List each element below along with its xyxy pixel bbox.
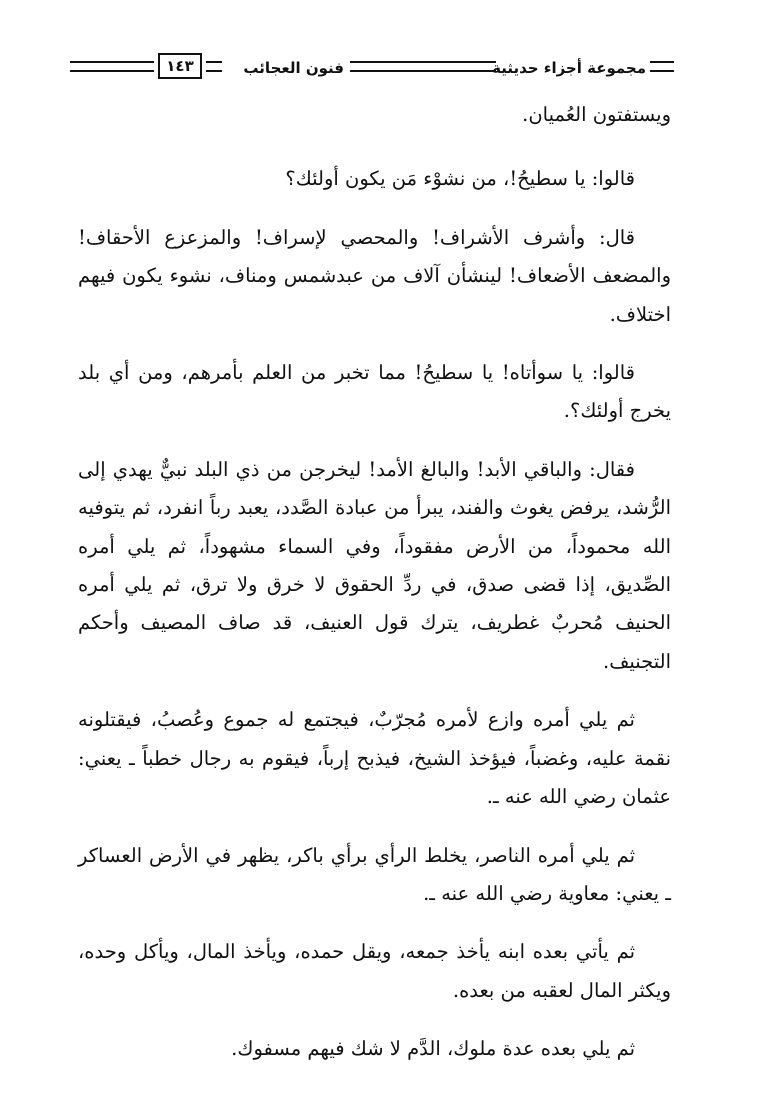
paragraph: قال: وأشرف الأشراف! والمحصي لإسراف! والمزعزع الأحقاف! والمضعف الأضعاف! لينشأن آلاف من عبدشمس ومناف، نشوء يكون فيهم اختلاف. (78, 225, 671, 326)
paragraph: ثم يلي أمره وازع لأمره مُجرّبٌ، فيجتمع له جموع وعُصبُ، فيقتلونه نقمة عليه، وغضباً، فيؤخذ الشيخ، فيذبح إرباً، فيقوم به رجال خطباً ـ يعني: عثمان رضي الله عنه ـ. (78, 708, 671, 809)
paragraph: فقال: والباقي الأبد! والبالغ الأمد! ليخرجن من ذي البلد نبيٌّ يهدي إلى الرُّشد، يرفض يغوث والفند، يبرأ من عبادة الصَّدد، يعبد رباً انفرد، ثم يتوفيه الله محموداً، من الأرض مفقوداً، وفي السماء مشهوداً، ثم يلي أمره الصِّديق، إذا قضى صدق، في ردِّ الحقوق لا خرق ولا ترق، ثم يلي أمره الحنيف مُحربٌ غطريف، يترك قول العنيف، قد صاف المصيف وأحكم التجنيف. (78, 457, 671, 673)
paragraph: ثم يأتي بعده ابنه يأخذ جمعه، ويقل حمده، ويأخذ المال، ويأكل وحده، ويكثر المال لعقبه من بعده. (78, 940, 671, 1002)
header-rule (70, 61, 154, 72)
chapter-title: فنون العجائب (243, 59, 344, 77)
page-body (78, 96, 671, 1069)
header-rule (206, 61, 222, 72)
paragraph: ثم يلي بعده عدة ملوك، الدَّم لا شك فيهم مسفوك. (231, 1037, 635, 1061)
page-number: ١٤٣ (158, 53, 202, 79)
header-rule (350, 61, 496, 72)
paragraph: قالوا: يا سطيحُ!، من نشوْء مَن يكون أولئك؟ (285, 167, 635, 191)
header-rule (650, 61, 674, 72)
collection-title: مجموعة أجزاء حديثية (492, 59, 646, 77)
paragraph: ثم يلي أمره الناصر، يخلط الرأي برأي باكر، يظهر في الأرض العساكر ـ يعني: معاوية رضي الله عنه ـ. (78, 843, 671, 905)
running-header (70, 48, 674, 88)
paragraph: قالوا: يا سوأتاه! يا سطيحُ! مما تخبر من العلم بأمرهم، ومن أي بلد يخرج أولئك؟. (78, 361, 671, 423)
paragraph: ويستفتون العُميان. (522, 103, 671, 126)
